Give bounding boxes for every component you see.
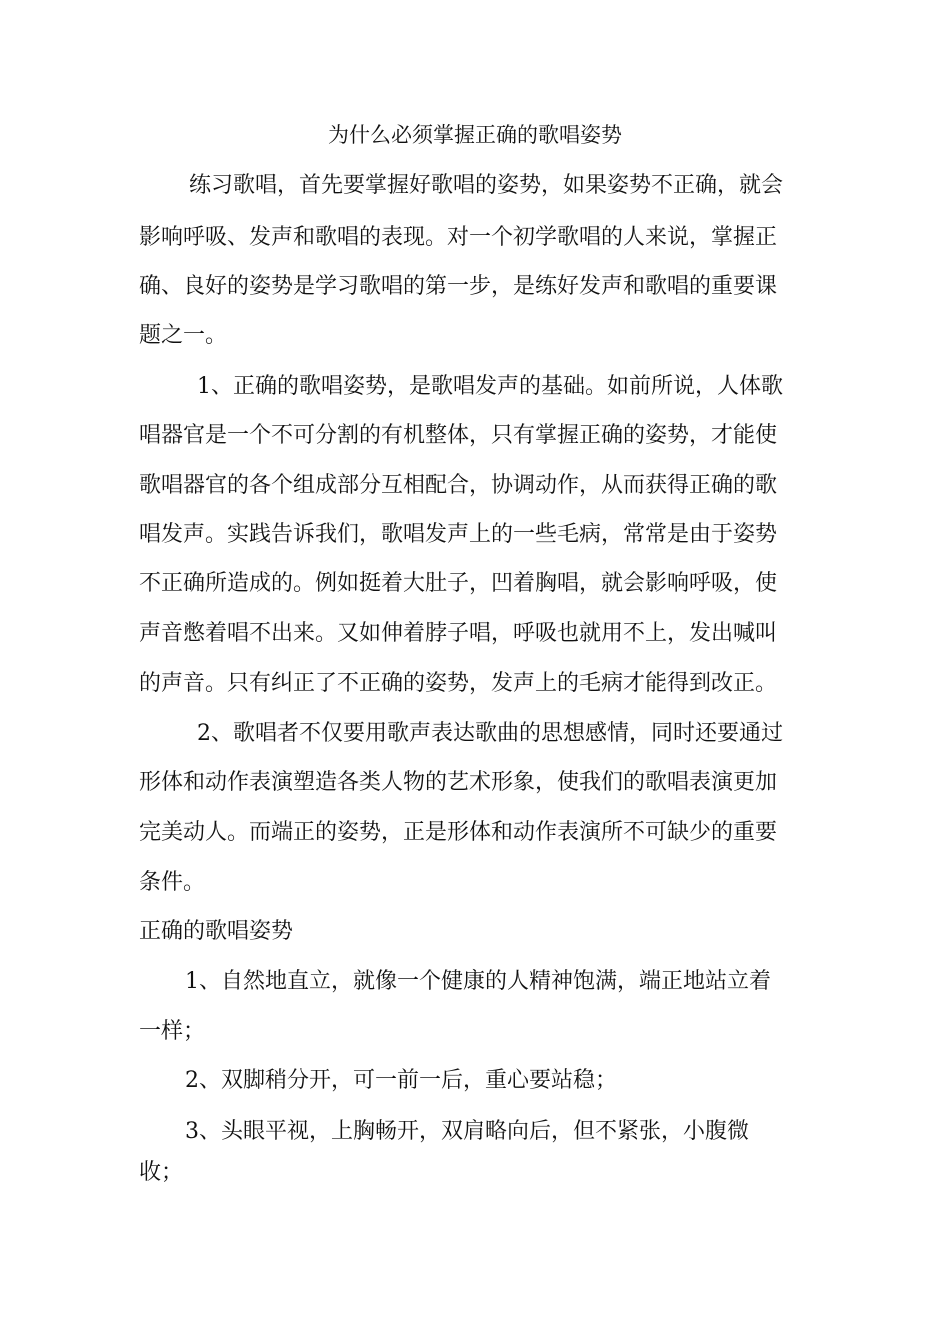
text-line: 确、良好的姿势是学习歌唱的第一步，是练好发声和歌唱的重要课 [139,274,778,299]
text-line: 1、自然地直立，就像一个健康的人精神饱满，端正地站立着 [185,969,771,994]
text-line: 完美动人。而端正的姿势，正是形体和动作表演所不可缺少的重要 [139,820,778,845]
text-line: 不正确所造成的。例如挺着大肚子，凹着胸唱，就会影响呼吸，使 [139,571,778,596]
document-title: 为什么必须掌握正确的歌唱姿势 [328,123,622,147]
text-line: 影响呼吸、发声和歌唱的表现。对一个初学歌唱的人来说，掌握正 [139,225,778,250]
text-line: 2、双脚稍分开，可一前一后，重心要站稳； [185,1068,617,1093]
text-line: 1、正确的歌唱姿势，是歌唱发声的基础。如前所说，人体歌 [197,374,783,399]
text-line: 收； [139,1160,184,1185]
text-line: 练习歌唱，首先要掌握好歌唱的姿势，如果姿势不正确，就会 [189,173,784,198]
text-line: 的声音。只有纠正了不正确的姿势，发声上的毛病才能得到改正。 [139,671,778,696]
text-line: 题之一。 [139,323,228,348]
text-line: 2、歌唱者不仅要用歌声表达歌曲的思想感情，同时还要通过 [197,721,783,746]
text-line: 声音憋着唱不出来。又如伸着脖子唱，呼吸也就用不上，发出喊叫 [139,621,778,646]
text-line: 一样； [139,1019,206,1044]
text-line: 3、头眼平视，上胸畅开，双肩略向后，但不紧张，小腹微 [185,1119,749,1144]
text-line: 条件。 [139,870,206,895]
text-line: 歌唱器官的各个组成部分互相配合，协调动作，从而获得正确的歌 [139,473,778,498]
text-line: 唱发声。实践告诉我们，歌唱发声上的一些毛病，常常是由于姿势 [139,522,778,547]
text-line: 唱器官是一个不可分割的有机整体，只有掌握正确的姿势，才能使 [139,423,778,448]
section-heading: 正确的歌唱姿势 [139,919,294,944]
text-line: 形体和动作表演塑造各类人物的艺术形象，使我们的歌唱表演更加 [139,770,778,795]
